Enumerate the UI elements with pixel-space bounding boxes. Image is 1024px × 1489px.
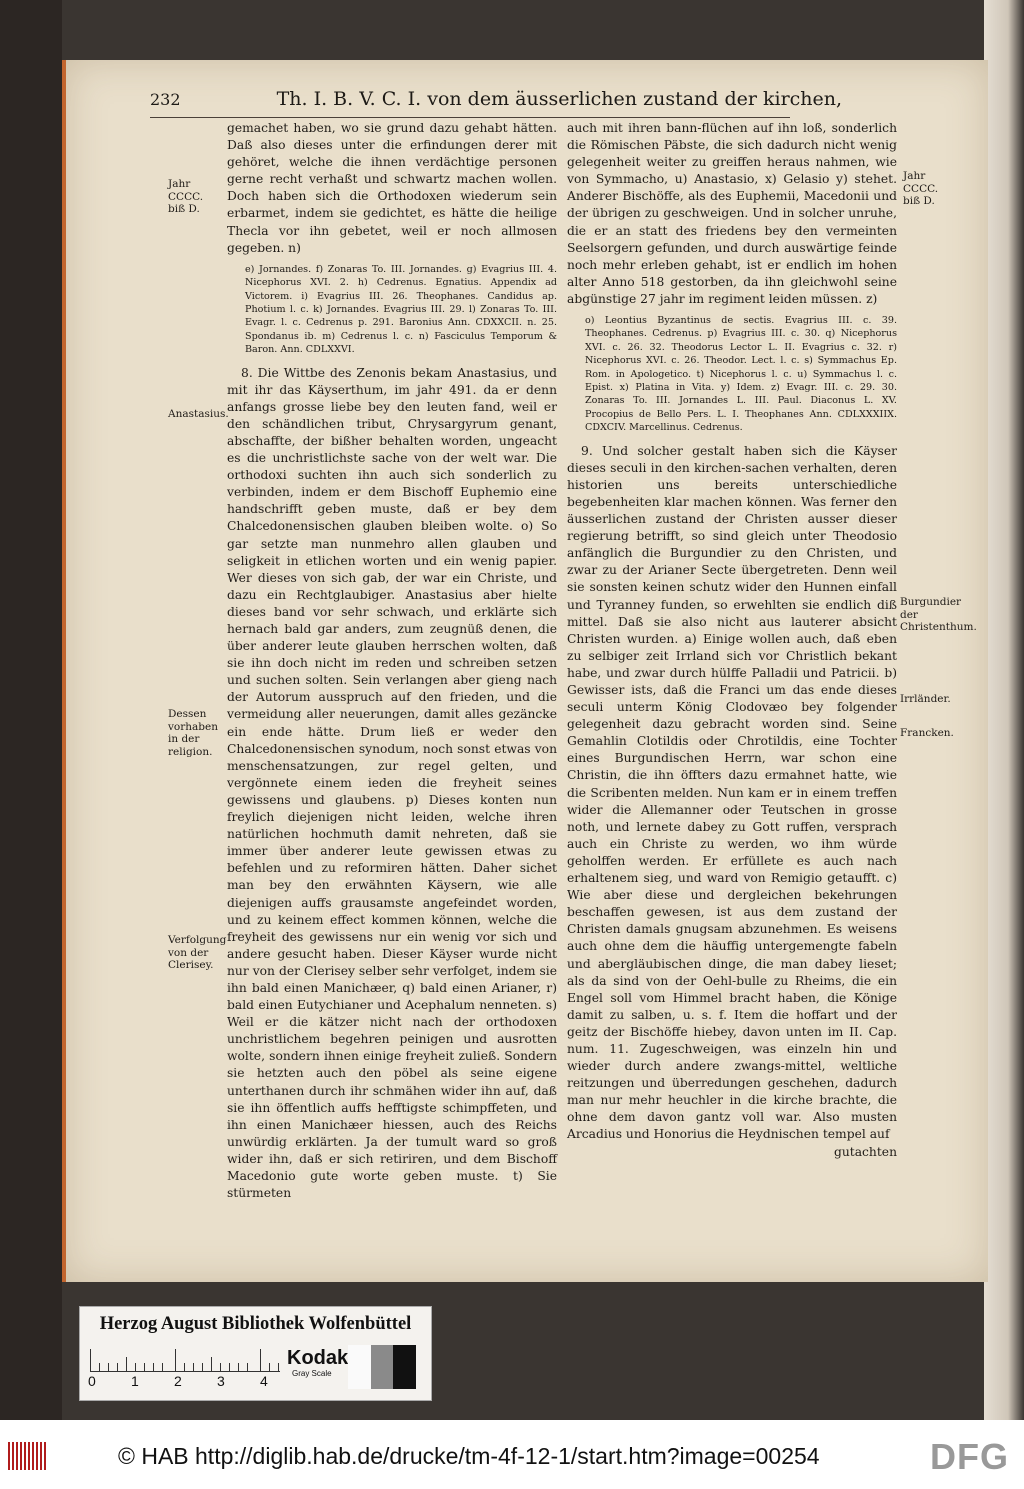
ruler-num-2: 2 [174, 1373, 182, 1389]
ruler-num-1: 1 [131, 1373, 139, 1389]
kodak-sub-label: Gray Scale [292, 1369, 332, 1378]
right-footnotes: o) Leontius Byzantinus de sectis. Evagrius III. c. 39. Theophanes. Cedrenus. p) Evagrius III. c. 30. q) Nicephorus XVI. c. 26. 32. Theodorus Lector L. II. Evagrius c. 32. r) Nicephorus XVI. c. 26. Theodor. Lect. l. c. s) Symmachus Ep. Rom. in Apologetico. t) Nicephorus l. c. u) Symmachus l. c. Epist. x) Platina in Vita. y) Idem. z) Evagr. III. c. 29. 30. Zonaras To. III. Jornandes L. III. Paul. Diaconus L. XV. Procopius de Bello Pers. L. I. Theophanes Ann. CDLXXXIIX. CDXCIV. Marcellinus. Cedrenus. [585, 315, 897, 434]
source-url-link[interactable]: © HAB http://diglib.hab.de/drucke/tm-4f-12-1/start.htm?image=00254 [118, 1443, 820, 1469]
running-title: Th. I. B. V. C. I. von dem äusserlichen zustand der kirchen, [276, 88, 843, 110]
left-footnotes: e) Jornandes. f) Zonaras To. III. Jornandes. g) Evagrius III. 4. Nicephorus XVI. 2. h) Cedrenus. Egnatius. Appendix ad Victorem. i) Evagrius III. 26. Theophanes. Candidus ap. Photium l. c. k) Jornandes. Evagrius III. 29. l) Zonaras To. III. Evagr. l. c. Cedrenus p. 291. Baronius Ann. CDXXCII. n. 25. Spondanus ib. m) Cedrenus l. c. n) Fasciculus Temporum & Baron. Ann. CDLXXVI. [245, 263, 557, 356]
left-paragraph-2: 8. Die Wittbe des Zenonis bekam Anastasius, und mit ihr das Käyserthum, im jahr 491. da er denn anfangs grosse liebe bey den leuten fand, weil er den schändlichen tribut, Chrysargyrum genant, abschaffte, der bißher behalten worden, ungeacht es die unchristlichste sache von der welt war. Die orthodoxi suchten ihn auch sich sonderlich zu verbinden, indem er dem Bischoff Euphemio eine handschrifft geben muste, daß er bey dem Chalcedonensischen glauben bleiben wolte. o) So gar setzte man nunmehro allen glauben und seligkeit in etlichen worten und ein wenig papier. Wer dieses von sich gab, der war ein Christe, und dazu ein Rechtglaubiger. Anastasius aber hielte dieses band vor sehr schwach, und erklärte sich hernach bald gar anders, zum zeugnüß denen, die über anderer leute glauben herrschen wolten, daß sie ihn doch nicht im reden und schreiben setzen und suchen solten. Sein verlangen aber gieng nach der Autorum ausspruch auf den frieden, und die vermeidung aller neuerungen, damit alles gezäncke ein ende hätte. Drum ließ er weder den Chalcedonensischen synodum, noch sonst etwas von menschensatzungen, zur regel gelten, und vergönnete einem ieden die freyheit seines gewissens und glaubens. p) Dieses konten nun freylich diejenigen nicht leiden, welche ihren natürlichen hochmuth damit nehreten, daß sie immer über anderer leute gewissen etwas zu befehlen und zu reformiren hätten. Daher sichet man bey den erwähnten Käysern, wie alle diejenigen auffs grausamste angefeindet worden, und zu keinem effect kommen können, welche die freyheit des gewissens nur ein wenig vor sich und andere gesucht haben. Dieser Käyser wurde nicht nur von der Clerisey selber sehr verfolget, indem sie ihn bald einen Manichæer, q) bald einen Arianer, r) bald einen Eutychianer und Acephalum nenneten. s) Weil er die kätzer nicht nach der orthodoxen unchristlichem begehren peinigen und ausrotten wolte, sondern ihnen einige freyheit zuließ. Sondern sie hetzten auch den pöbel als seine eigene unterthanen durch ihr schmähen wider ihn auf, daß sie ihn öffentlich auffs hefftigste schimpffeten, und ihn einen Manichæer hiessen, auch des Reichs unwürdig erklärten. Ja der tumult ward so groß wider ihn, daß er sich retiriren, und dem Bischoff Macedonio gute worte geben muste. t) Sie stürmeten [227, 365, 557, 1201]
hab-logo-icon [8, 1442, 46, 1470]
scan-background-right [984, 0, 1024, 1420]
gray-scale-patches [348, 1345, 416, 1389]
running-header [150, 88, 843, 116]
margin-note-burgundier: Burgundier der Christenthum. [900, 596, 977, 633]
viewer-footer [0, 1420, 1024, 1489]
margin-note-year-right: Jahr CCCC. biß D. [903, 170, 939, 207]
left-column [227, 120, 557, 1201]
ruler [90, 1349, 280, 1372]
right-paragraph-1: auch mit ihren bann-flüchen auf ihn loß, sonderlich die Römischen Päbste, die sich dadurch nicht wenig gelegenheit weiter zu greiffen heraus nahmen, wie von Symmacho, u) Anastasio, x) Gelasio y) stehet. Anderer Bischöffe, als des Euphemii, Macedonii und der übrigen zu geschweigen. Und in solcher unruhe, die er an statt des friedens bey den vermeinten Seelsorgern gefunden, und durch auswärtige feinde noch mehr erleben gehabt, ist er endlich im hohen alter Anno 518 gestorben, da ihn gleichwohl seine abgünstige 27 jahr im regiment leiden müssen. z) [567, 121, 897, 306]
ruler-num-4: 4 [260, 1373, 268, 1389]
scan-background-left [0, 0, 62, 1420]
library-name: Herzog August Bibliothek Wolfenbüttel [99, 1314, 412, 1334]
kodak-label: Kodak [287, 1347, 349, 1369]
color-target [79, 1306, 432, 1401]
margin-note-irrlaender: Irrländer. [900, 693, 951, 705]
catchword: gutachten [833, 1144, 897, 1159]
left-paragraph-1: gemachet haben, wo sie grund dazu gehabt hätten. Daß also dieses unter die erfindungen derer mit gehöret, welche die ihnen verdächtige personen gerne recht verhaßt und schwartz machen wollen. Doch haben sich die Orthodoxen wiederum sein erbarmet, indem sie gedichtet, es hätte die heilige Thecla vor ihn gebetet, weil er noch allmosen gegeben. n) [227, 121, 557, 255]
header-rule [150, 117, 790, 118]
right-column [567, 120, 897, 1160]
margin-note-francken: Francken. [900, 727, 954, 739]
margin-note-verfolgung: Verfolgung von der Clerisey. [168, 934, 227, 971]
ruler-num-3: 3 [217, 1373, 225, 1389]
dfg-logo: DFG [930, 1436, 1009, 1477]
ruler-num-0: 0 [88, 1373, 96, 1389]
right-paragraph-2: 9. Und solcher gestalt haben sich die Käyser dieses seculi in den kirchen-sachen verhalten, deren historien uns bereits unterschiedliche begebenheiten klar machen können. Was ferner den äusserlichen zustand der Christen ausser dieser regierung betrifft, so sind gleich unter Theodosio anfänglich die Burgundier zu den Christen, und zwar zu der Arianer Secte übergetreten. Denn weil sie sonsten keinen schutz wider den Hunnen einfall und Tyranney funden, so erwehlten sie endlich diß mittel. Daß sie also nicht aus lauterer absicht Christen wurden. a) Einige wollen auch, daß eben zu selbiger zeit Irrland sich vor Christlich bekant habe, und zwar durch hülffe Palladii und Patricii. b) Gewisser ists, daß die Franci um das ende dieses seculi unterm König Clodovæo bey folgender gelegenheit dazu gebracht worden sind. Seine Gemahlin Clotildis oder Chrotildis, eine Tochter eines Burgundischen Herrn, war schon eine Christin, die ihn öffters dazu ermahnet hatte, wie die Scribenten melden. Nun kam er in einem treffen wider die Allemanner oder Teutschen in grosse noth, und lernete dabey zu Gott ruffen, versprach auch ein Christe zu werden, wo ihm würde geholffen werden. Er erfüllete es auch nach erhaltenem sieg, und ward von Remigio getaufft. c) Wie aber diese und dergleichen bekehrungen beschaffen gewesen, ist aus dem zustand der Christen damals gnugsam abzunehmen. Es weisens auch ohne dem die häuffig untergemengte fabeln und abergläubischen dinge, die man dabey lieset; als da sind von der Oehl-bulle zu Rheims, die ein Engel soll vom Himmel bracht haben, die Könige damit zu salben, u. s. f. Item die hoffart und der geitz der Bischöffe hiebey, davon unten im II. Cap. num. 11. Zugeschweigen, was einzeln hin und wieder durch andere zwangs-mittel, weltliche reitzungen und überredungen geschehen, dadurch man nur mehr heuchler in die kirche brachte, die ohne dem davon gantz voll war. Also musten Arcadius und Honorius die Heydnischen tempel auf [567, 443, 897, 1142]
margin-note-anastasius: Anastasius. [168, 408, 229, 420]
page-number: 232 [150, 90, 181, 109]
margin-note-dessen-vorhaben: Dessen vorhaben in der religion. [168, 708, 218, 758]
margin-note-year-left: Jahr CCCC. biß D. [168, 178, 204, 215]
